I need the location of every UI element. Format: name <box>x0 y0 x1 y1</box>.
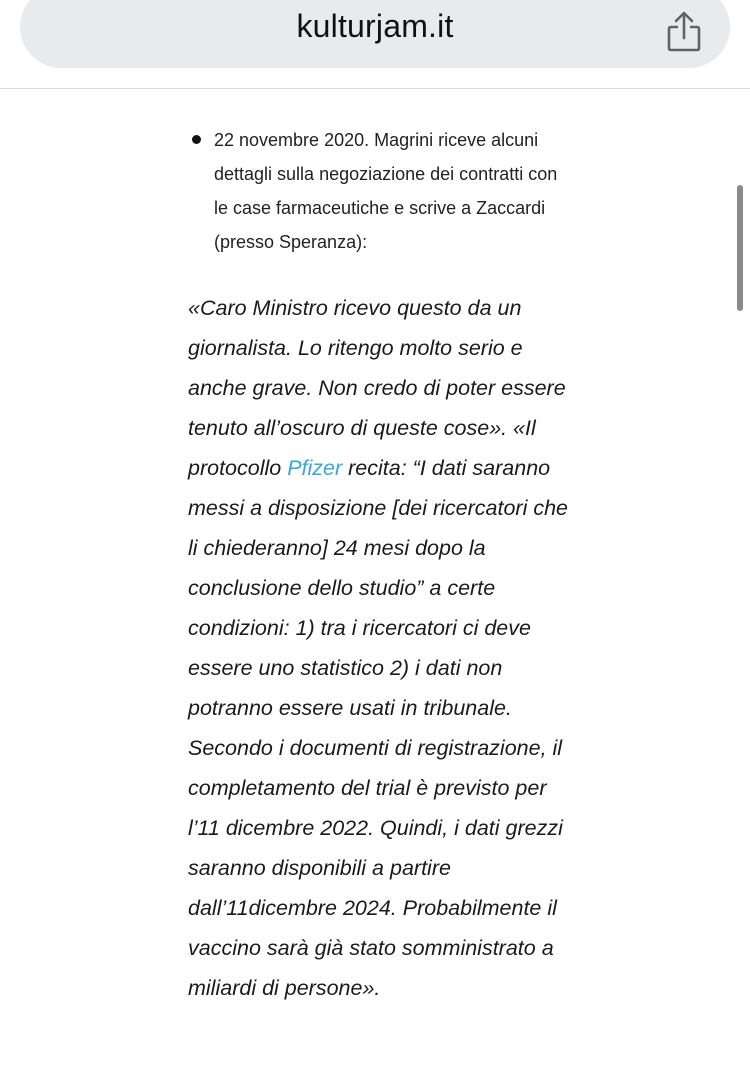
list-item <box>188 123 568 259</box>
scrollbar[interactable] <box>737 185 743 311</box>
browser-toolbar <box>0 0 750 89</box>
bullet-icon <box>192 135 201 144</box>
quote-text-start: «Caro Ministro ricevo questo da un giornalista. Lo ritengo molto serio e anche grave. Non credo di poter essere tenuto all’oscuro di queste cose». «Il protocollo <box>188 296 566 480</box>
article-content <box>0 89 750 1074</box>
bullet-text: 22 novembre 2020. Magrini riceve alcuni dettagli sulla negoziazione dei contratti con le case farmaceutiche e scrive a Zaccardi (presso Speranza): <box>214 130 558 252</box>
quote-text-end: recita: “I dati saranno messi a disposizione [dei ricercatori che li chiederanno] 24 mesi dopo la conclusione dello studio” a certe condizioni: 1) tra i ricercatori ci deve essere uno statistico 2) i dati non potranno essere usati in tribunale. Secondo i documenti di registrazione, il completamento del trial è previsto per l’11 dicembre 2022. Quindi, i dati grezzi saranno disponibili a partire dall’11dicembre 2024. Probabilmente il vaccino sarà già stato somministrato a miliardi di persone». <box>188 456 568 1000</box>
bullet-list <box>188 123 568 259</box>
quote-paragraph <box>188 288 578 1008</box>
share-icon[interactable] <box>664 10 704 54</box>
pfizer-link[interactable]: Pfizer <box>287 456 343 480</box>
url-text[interactable]: kulturjam.it <box>296 8 454 44</box>
